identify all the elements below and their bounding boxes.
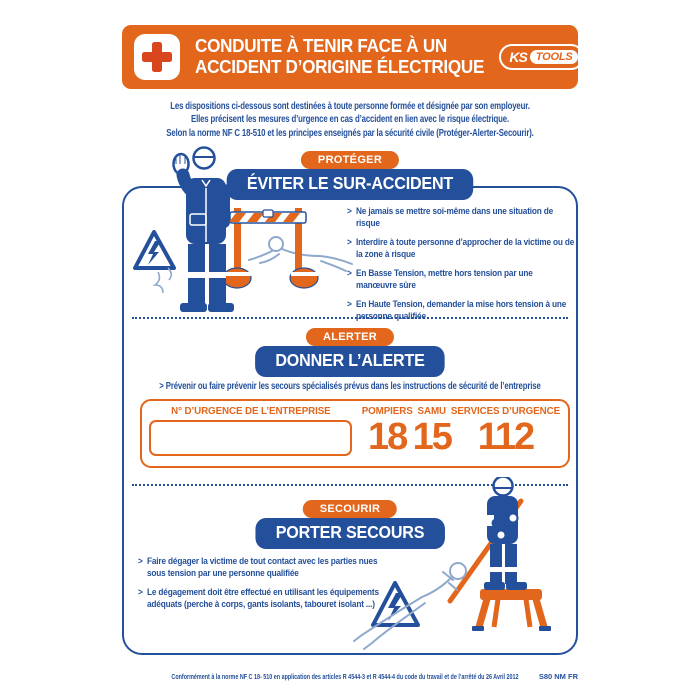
- protect-bullet-list: [347, 206, 575, 330]
- company-emergency-area: [142, 401, 360, 466]
- poster-title-line2: ACCIDENT D’ORIGINE ÉLECTRIQUE: [195, 57, 485, 77]
- footer-reference-code: S80 NM FR: [538, 672, 578, 681]
- bullet-marker: >: [138, 586, 143, 598]
- bullet-marker: >: [138, 556, 143, 567]
- section-title-eviter-sur-accident: ÉVITER LE SUR-ACCIDENT: [227, 169, 474, 200]
- section-title-porter-secours: PORTER SECOURS: [255, 518, 444, 549]
- section-tag-proteger: PROTÉGER: [301, 151, 399, 169]
- company-emergency-label: N° D’URGENCE DE L’ENTREPRISE: [171, 406, 331, 417]
- emergency-value: 112: [477, 416, 534, 458]
- header-banner: [122, 25, 578, 89]
- spark-icon: [155, 272, 163, 293]
- list-item: [347, 268, 575, 292]
- intro-line3: Selon la norme NF C 18-510 et les principes enseignés par la sécurité civile (Protéger-Alerter-Secourir).: [166, 127, 534, 139]
- emergency-value: 15: [412, 416, 451, 458]
- footer-compliance-text: Conformément à la norme NF C 18- 510 en application des articles R 4544-3 et R 4544-4 du code du travail et de l’arrêté du 26 Avril 2012: [171, 672, 519, 681]
- emergency-value: 18: [368, 416, 407, 458]
- emergency-number-samu: [413, 406, 451, 466]
- bullet-marker: >: [347, 236, 352, 248]
- section-tag-secourir: SECOURIR: [303, 500, 397, 518]
- ks-tools-logo-ks: KS: [509, 49, 527, 65]
- electric-hazard-triangle-icon: [135, 232, 174, 268]
- list-item: [347, 237, 575, 261]
- list-item: [347, 206, 575, 230]
- bullet-text: Ne jamais se mettre soi-même dans une situation de risque: [356, 206, 554, 230]
- intro-paragraph: [122, 100, 578, 140]
- ks-tools-logo-tools: TOOLS: [530, 50, 579, 64]
- poster-title: [195, 36, 484, 78]
- emergency-numbers-box: [140, 399, 570, 468]
- bullet-text: Prévenir ou faire prévenir les secours spécialisés prévus dans les instructions de sécurité de l’entreprise: [165, 381, 541, 392]
- bullet-text: En Haute Tension, demander la mise hors tension à une personne qualifiée: [356, 298, 567, 322]
- bullet-marker: >: [159, 381, 164, 392]
- footer: [122, 672, 578, 684]
- company-emergency-input[interactable]: [149, 420, 352, 456]
- bullet-marker: >: [347, 267, 352, 279]
- poster-title-line1: CONDUITE À TENIR FACE À UN: [195, 36, 447, 56]
- bullet-marker: >: [347, 298, 352, 310]
- intro-line2: Elles précisent les mesures d’urgence en cas d’accident en lien avec le risque électrique.: [191, 114, 509, 126]
- list-item: [347, 299, 575, 323]
- ks-tools-logo: [499, 44, 584, 70]
- bullet-text: Interdire à toute personne d’approcher de la victime ou de la zone à risque: [356, 236, 575, 261]
- emergency-label: POMPIERS: [361, 406, 413, 417]
- emergency-numbers: [360, 401, 568, 466]
- emergency-number-urgence: [451, 406, 560, 466]
- bullet-text: En Basse Tension, mettre hors tension par une manœuvre sûre: [356, 267, 533, 292]
- bullet-text: Le dégagement doit être effectué en utilisant les équipements adéquats (perche à corps, gants isolants, tabouret isolant ...): [147, 586, 379, 611]
- bullet-marker: >: [347, 206, 352, 217]
- first-aid-cross-icon: [134, 34, 180, 80]
- insulating-stool: [472, 589, 551, 631]
- intro-line1: Les dispositions ci-dessous sont destinées à toute personne formée et désignée par son employeur.: [170, 101, 530, 112]
- emergency-number-pompiers: [362, 406, 413, 466]
- rescuer-figure: [484, 477, 527, 590]
- section-title-donner-alerte: DONNER L’ALERTE: [255, 346, 445, 377]
- bullet-text: Faire dégager la victime de tout contact avec les parties nues sous tension par une personne qualifiée: [147, 556, 378, 580]
- victim-figure: [354, 563, 466, 649]
- emergency-label: SERVICES D’URGENCE: [450, 406, 560, 417]
- worker-stop-figure: [174, 148, 235, 313]
- section-tag-alerter: ALERTER: [306, 328, 394, 346]
- emergency-label: SAMU: [417, 406, 446, 417]
- alert-bullet: [122, 381, 578, 392]
